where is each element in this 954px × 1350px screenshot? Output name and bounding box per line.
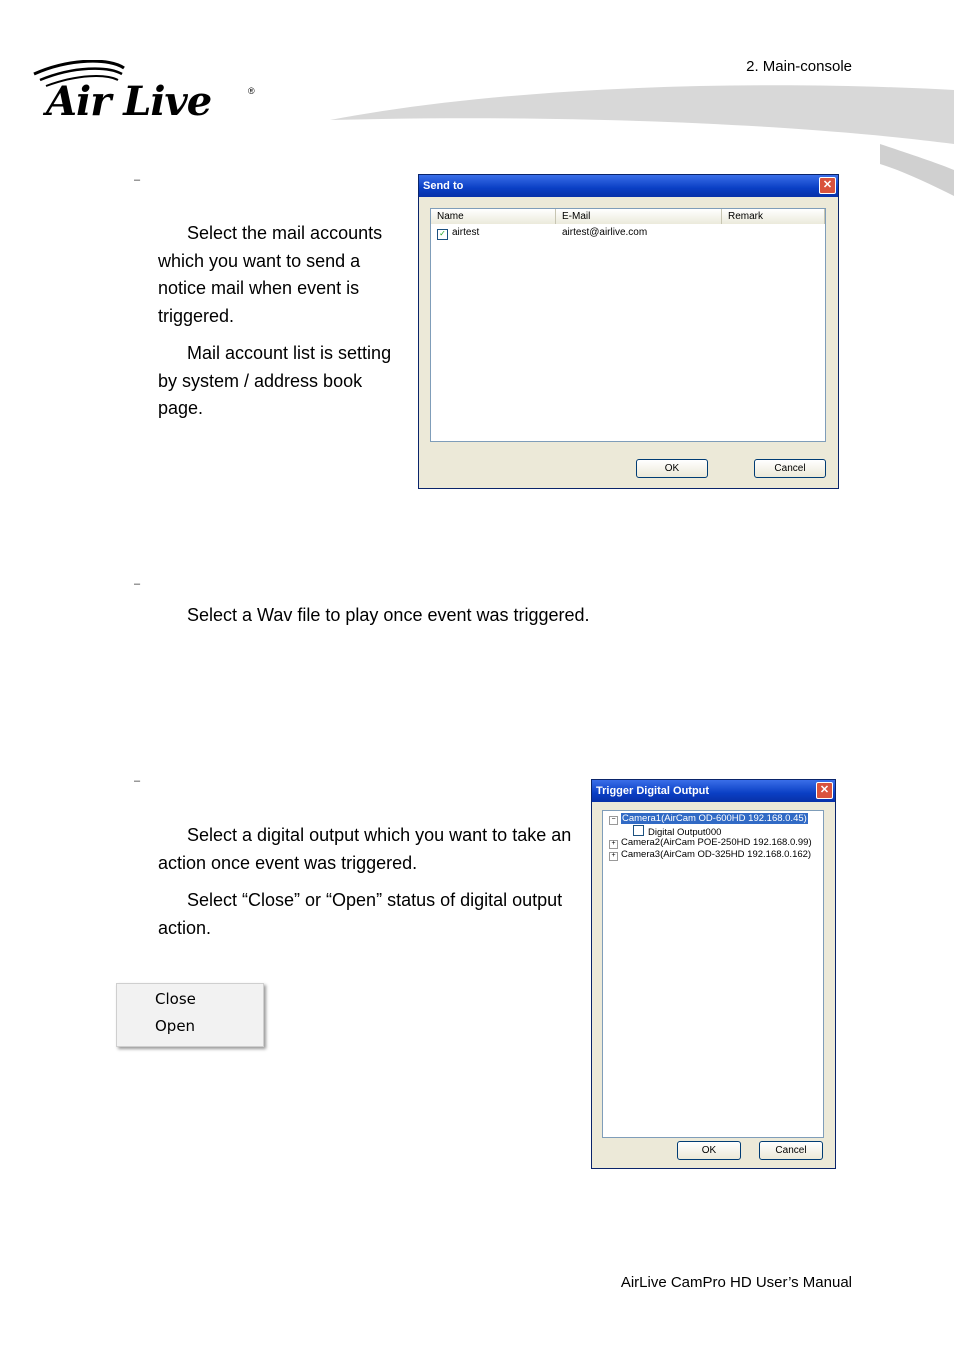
- row-name-text: airtest: [452, 227, 480, 238]
- bullet-wav: –: [134, 578, 141, 590]
- mail-account-list[interactable]: [430, 208, 826, 442]
- wav-paragraph: Select a Wav file to play once event was triggered.: [187, 605, 590, 625]
- expand-icon[interactable]: +: [609, 852, 618, 861]
- send-to-title: Send to: [423, 180, 464, 192]
- digital-output-label: Digital Output000: [648, 827, 722, 838]
- trigger-digital-output-dialog: [591, 779, 836, 1169]
- close-icon[interactable]: ✕: [816, 782, 833, 799]
- table-row[interactable]: [431, 227, 825, 240]
- tree-item-camera1-label: Camera1(AirCam OD-600HD 192.168.0.45): [622, 813, 807, 824]
- menu-item-open[interactable]: Open: [155, 1017, 196, 1035]
- menu-item-close[interactable]: Close: [155, 990, 196, 1008]
- ok-button[interactable]: OK: [636, 459, 708, 478]
- send-to-dialog: [418, 174, 839, 489]
- mail-paragraph-1: Select the mail accounts which you want to send a notice mail when event is triggered.: [158, 223, 383, 326]
- trigger-title: Trigger Digital Output: [596, 785, 710, 797]
- tree-item-camera3-label: Camera3(AirCam OD-325HD 192.168.0.162): [621, 849, 812, 860]
- mail-paragraph-2: Mail account list is setting by system / address book page.: [158, 343, 392, 418]
- close-icon[interactable]: ✕: [819, 177, 836, 194]
- cancel-button[interactable]: Cancel: [759, 1141, 823, 1160]
- column-header-name[interactable]: Name: [431, 209, 556, 224]
- do-paragraph-1: Select a digital output which you want to take an action once event was triggered.: [158, 825, 572, 873]
- tree-item-camera2[interactable]: [609, 837, 812, 849]
- airlive-logo: [30, 60, 260, 126]
- digital-output-description: [158, 822, 578, 952]
- bullet-mail: –: [134, 174, 141, 186]
- column-header-remark[interactable]: Remark: [722, 209, 825, 224]
- logo-text: Air Live: [46, 78, 212, 125]
- tree-item-camera3[interactable]: [609, 849, 811, 861]
- collapse-icon[interactable]: −: [609, 816, 618, 825]
- footer-manual-title: AirLive CamPro HD User’s Manual: [620, 1274, 852, 1291]
- checkbox-checked-icon[interactable]: ✓: [437, 229, 448, 240]
- row-email: airtest@airlive.com: [562, 227, 648, 238]
- camera-output-tree[interactable]: [602, 810, 824, 1138]
- tree-item-camera1[interactable]: [609, 813, 808, 825]
- ok-button[interactable]: OK: [677, 1141, 741, 1160]
- cancel-button[interactable]: Cancel: [754, 459, 826, 478]
- column-header-email[interactable]: E-Mail: [556, 209, 722, 224]
- trigger-titlebar: [592, 780, 835, 802]
- registered-mark: ®: [248, 86, 255, 96]
- status-context-menu: [116, 983, 264, 1047]
- section-header: 2. Main-console: [746, 58, 852, 75]
- bullet-digital-output: –: [134, 775, 141, 787]
- expand-icon[interactable]: +: [609, 840, 618, 849]
- send-to-titlebar: [419, 175, 838, 197]
- mail-description: [158, 220, 410, 433]
- checkbox-unchecked-icon[interactable]: [633, 825, 644, 836]
- tree-item-camera2-label: Camera2(AirCam POE-250HD 192.168.0.99): [621, 837, 812, 848]
- wav-description: [158, 602, 758, 640]
- row-name: [437, 227, 479, 240]
- do-paragraph-2: Select “Close” or “Open” status of digital output action.: [158, 890, 563, 938]
